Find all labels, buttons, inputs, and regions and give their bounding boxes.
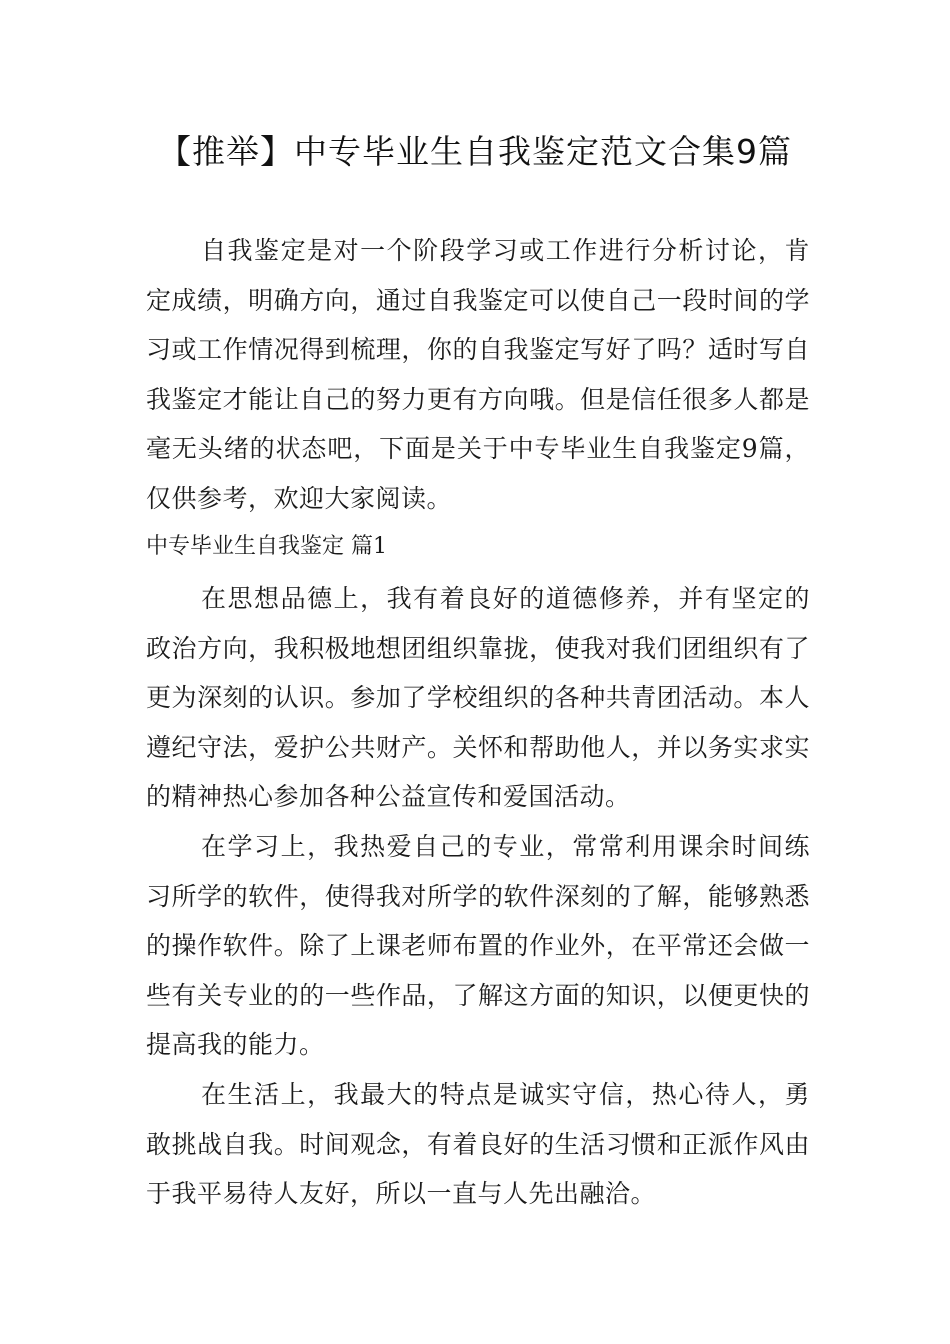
- body-paragraph-morality: 在思想品德上，我有着良好的道德修养，并有坚定的政治方向，我积极地想团组织靠拢，使我对我们团组织有了更为深刻的认识。参加了学校组织的各种共青团活动。本人遵纪守法，爱护公共财产。关怀和帮助他人，并以务实求实的精神热心参加各种公益宣传和爱国活动。: [146, 584, 810, 812]
- body-paragraph-study: 在学习上，我热爱自己的专业，常常利用课余时间练习所学的软件，使得我对所学的软件深刻的了解，能够熟悉的操作软件。除了上课老师布置的作业外，在平常还会做一些有关专业的的一些作品，了解这方面的知识，以便更快的提高我的能力。: [146, 832, 810, 1060]
- document-title: 【推举】中专毕业生自我鉴定范文合集9篇: [158, 132, 792, 171]
- section-heading: 中专毕业生自我鉴定 篇1: [146, 534, 387, 559]
- body-paragraph-life: 在生活上，我最大的特点是诚实守信，热心待人，勇敢挑战自我。时间观念，有着良好的生活习惯和正派作风由于我平易待人友好，所以一直与人先出融洽。: [146, 1080, 810, 1209]
- intro-paragraph: 自我鉴定是对一个阶段学习或工作进行分析讨论，肯定成绩，明确方向，通过自我鉴定可以使自己一段时间的学习或工作情况得到梳理，你的自我鉴定写好了吗？适时写自我鉴定才能让自己的努力更有方向哦。但是信任很多人都是毫无头绪的状态吧，下面是关于中专毕业生自我鉴定9篇，仅供参考，欢迎大家阅读。: [146, 236, 810, 513]
